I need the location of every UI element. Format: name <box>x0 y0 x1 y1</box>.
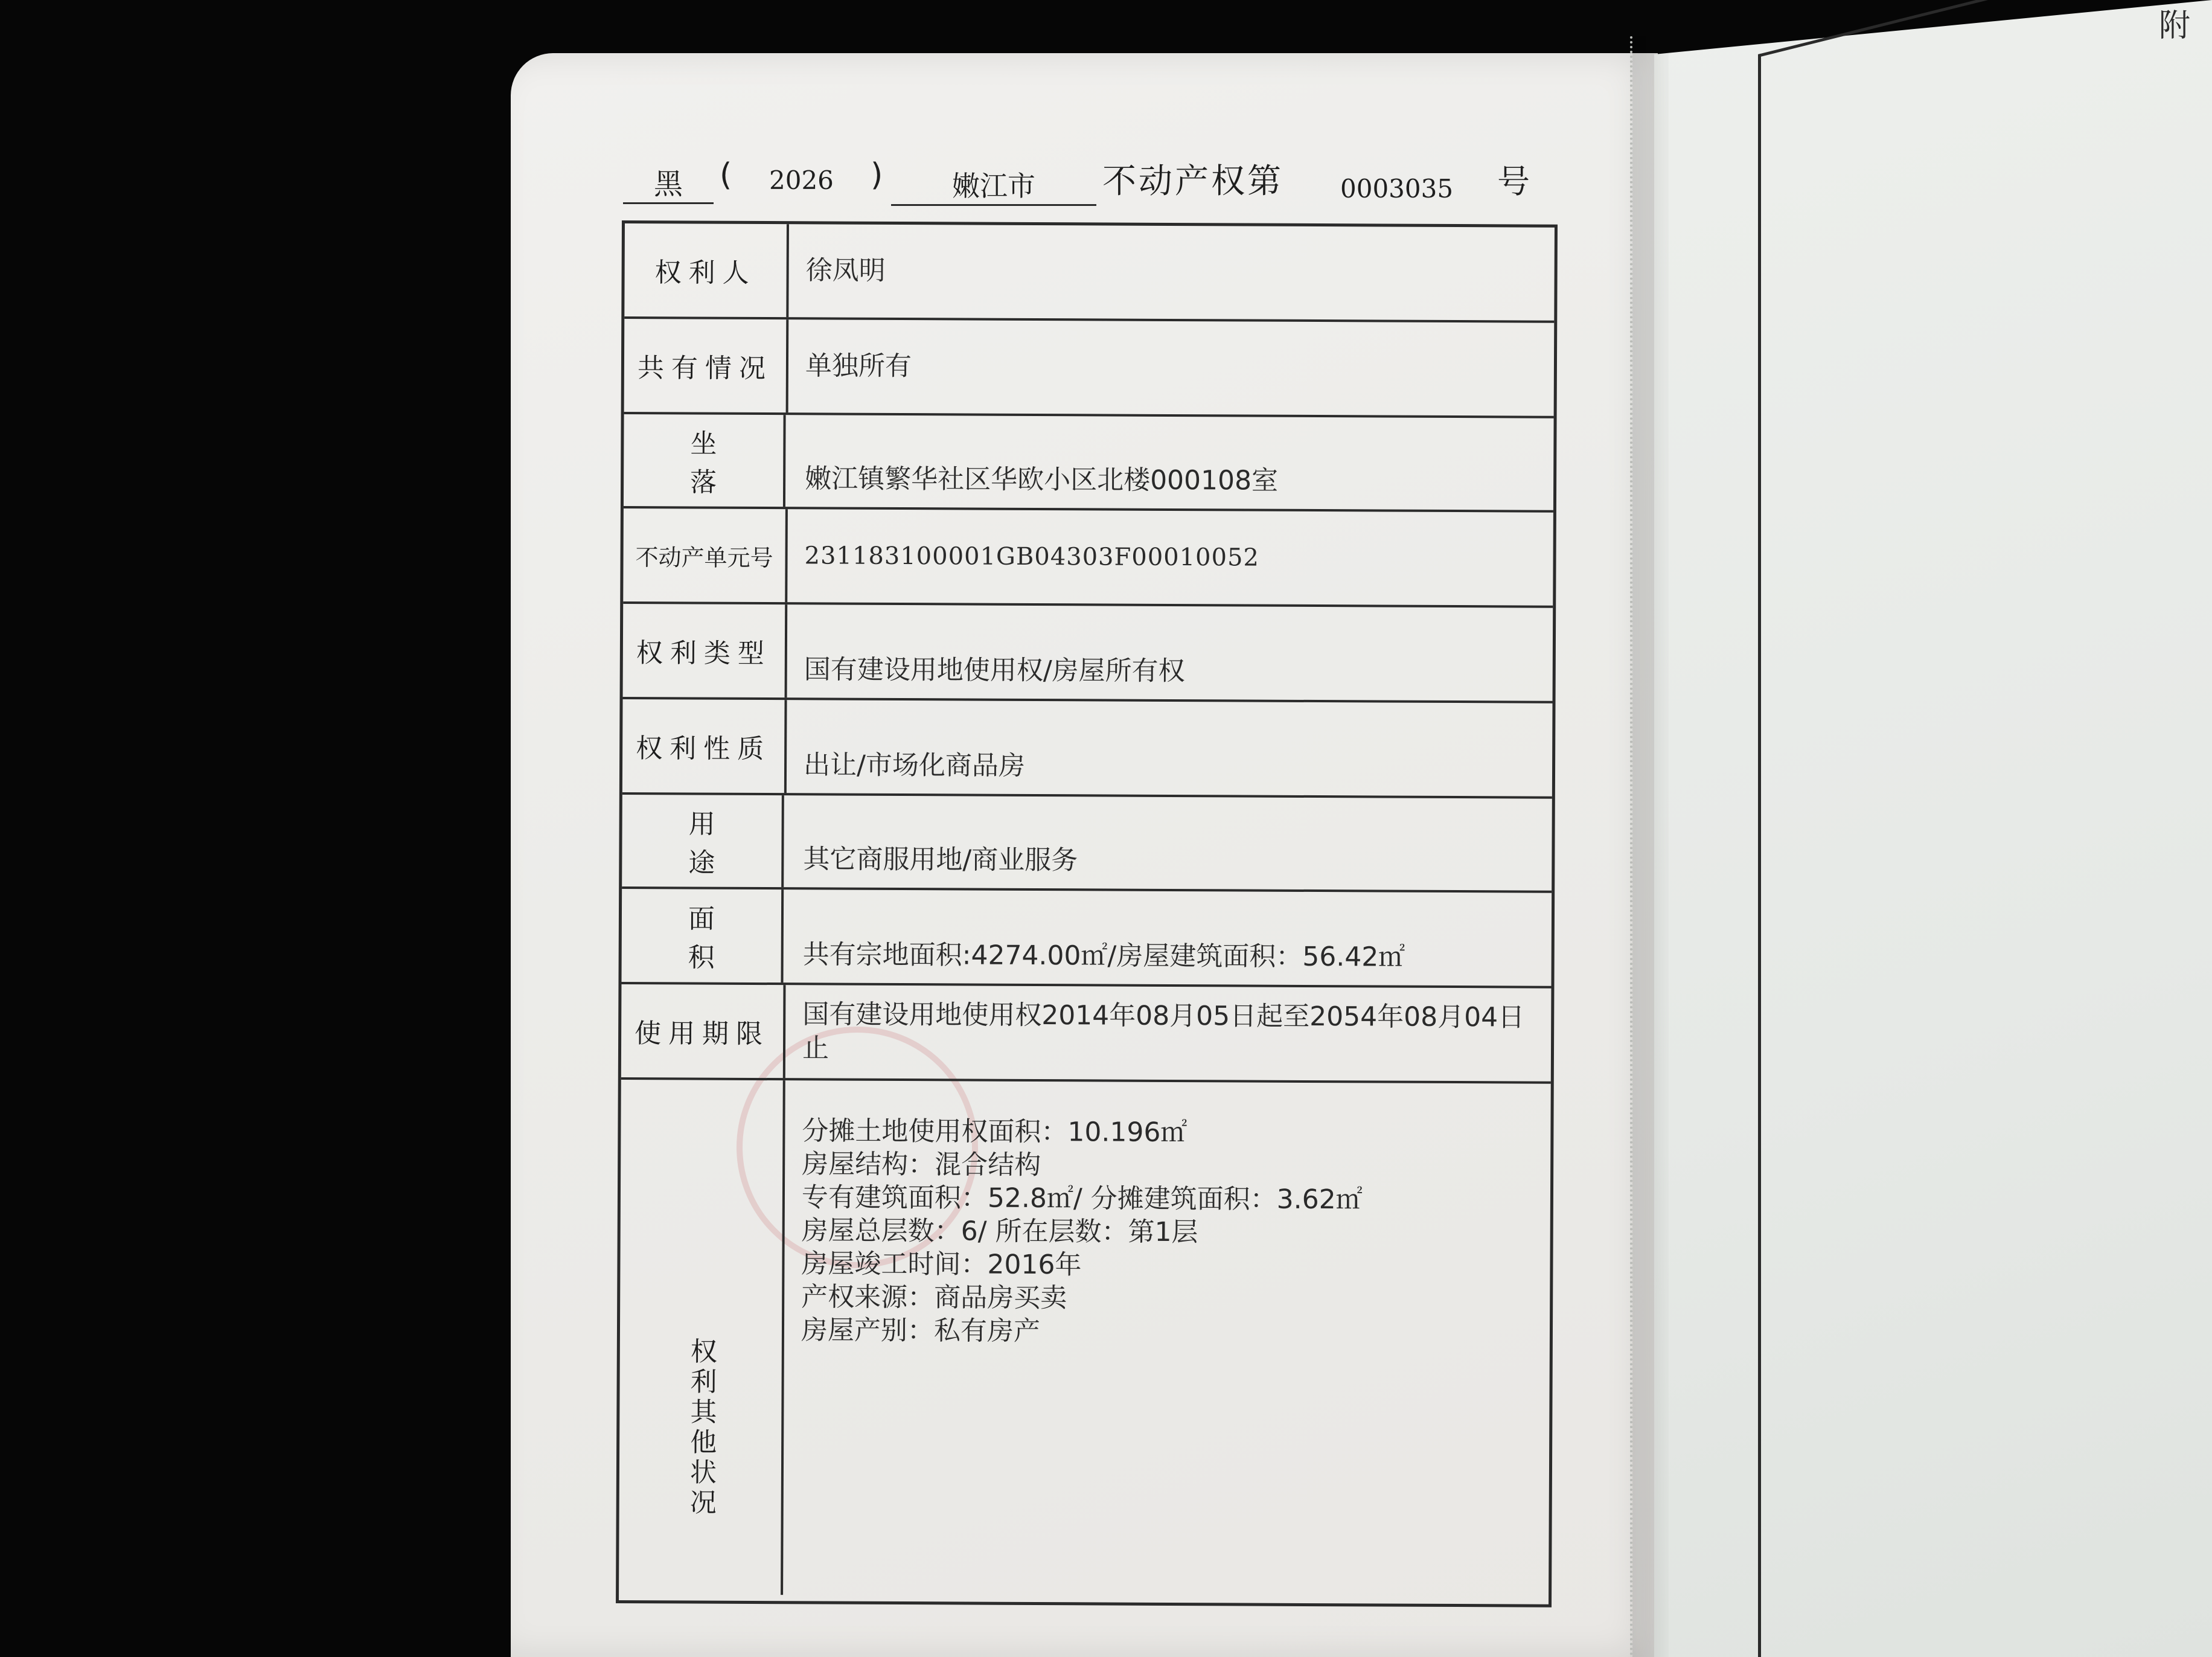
row-value: 共有宗地面积:4274.00㎡/房屋建筑面积：56.42㎡ <box>802 939 1405 973</box>
other-status-label: 权利其他状况 <box>685 1337 717 1519</box>
other-status-line: 分摊土地使用权面积：10.196㎡ <box>802 1115 1188 1149</box>
table-row <box>621 984 1552 1084</box>
row-value: 231183100001GB04303F00010052 <box>804 542 1260 572</box>
row-label: 不动产单元号 <box>623 508 788 602</box>
paren-open: ( <box>720 157 732 193</box>
table-row <box>624 223 1555 323</box>
table-row <box>621 889 1552 989</box>
book-gutter <box>1630 36 1669 1657</box>
paren-close: ) <box>871 157 883 193</box>
certificate-number-line <box>622 151 1539 211</box>
row-label: 用途 <box>622 795 784 887</box>
table-row <box>622 699 1553 799</box>
other-status-line: 房屋总层数：6/ 所在层数：第1层 <box>801 1215 1198 1248</box>
row-label: 使用期限 <box>621 984 786 1078</box>
row-label: 权利性质 <box>622 699 787 793</box>
right-page-frame <box>1758 0 2212 1657</box>
table-row <box>623 508 1553 608</box>
table-row <box>624 414 1554 513</box>
row-value: 其它商服用地/商业服务 <box>803 844 1078 876</box>
row-label: 坐落 <box>624 414 786 507</box>
certificate-number: 0003035 <box>1340 174 1454 204</box>
row-value: 单独所有 <box>805 350 912 382</box>
other-status-label-cell <box>619 1080 785 1595</box>
row-value: 出让/市场化商品房 <box>803 749 1026 781</box>
table-row-other <box>619 1080 1551 1598</box>
row-value: 国有建设用地使用权2014年08月05日起至2054年08月04日止 <box>802 999 1525 1064</box>
row-label: 权利类型 <box>623 604 788 697</box>
other-status-line: 产权来源：商品房买卖 <box>801 1281 1067 1314</box>
row-value: 国有建设用地使用权/房屋所有权 <box>804 654 1185 687</box>
row-value: 徐凤明 <box>805 255 886 286</box>
certificate-table <box>616 220 1558 1607</box>
other-status-line: 房屋结构：混合结构 <box>802 1149 1041 1181</box>
row-label: 共有情况 <box>624 319 789 412</box>
certificate-year: 2026 <box>769 165 834 195</box>
other-status-line: 房屋竣工时间：2016年 <box>801 1248 1082 1281</box>
row-value: 嫩江镇繁华社区华欧小区北楼000108室 <box>805 463 1279 496</box>
other-status-list <box>801 1114 1539 1350</box>
city-name: 嫩江市 <box>891 164 1096 206</box>
table-row <box>623 604 1553 704</box>
row-label: 面积 <box>621 889 784 982</box>
row-label: 权利人 <box>624 223 789 317</box>
number-suffix: 号 <box>1497 162 1530 200</box>
right-page-corner-text: 附 <box>2159 8 2191 44</box>
table-row <box>624 319 1555 418</box>
other-status-line: 房屋产别：私有房产 <box>801 1315 1041 1347</box>
other-status-line: 专有建筑面积：52.8㎡/ 分摊建筑面积：3.62㎡ <box>801 1182 1363 1216</box>
table-row <box>622 795 1552 893</box>
province-code: 黑 <box>623 161 714 204</box>
cert-type-title: 不动产权第 <box>1102 162 1283 201</box>
